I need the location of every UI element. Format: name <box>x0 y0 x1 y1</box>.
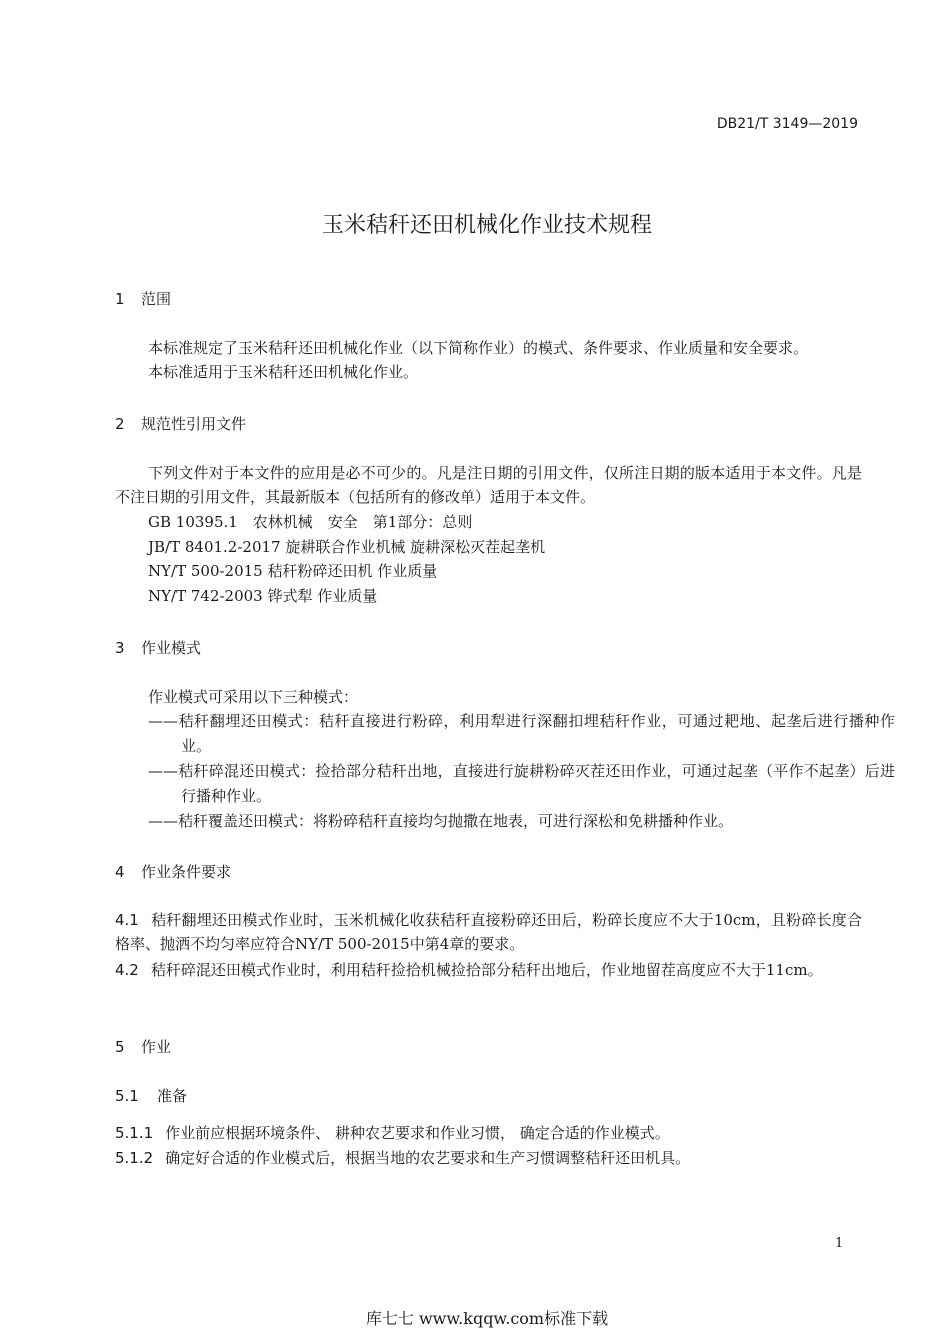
subsection-number: 5.1 <box>115 1087 139 1105</box>
section-title: 规范性引用文件 <box>141 415 247 433</box>
section-number: 1 <box>115 290 125 308</box>
clause-4-2 <box>115 958 862 982</box>
section-4-heading <box>115 861 231 882</box>
reference-item: NY/T 500-2015 秸秆粉碎还田机 作业质量 <box>148 562 438 580</box>
footer-watermark: 库七七 www.kqqw.com标准下载 <box>365 1309 609 1328</box>
document-code: DB21/T 3149—2019 <box>716 116 858 132</box>
clause-5-1-1 <box>115 1121 670 1145</box>
section-number: 3 <box>115 639 125 657</box>
reference-item: GB 10395.1 农林机械 安全 第1部分：总则 <box>148 513 473 531</box>
clause-text: 作业前应根据环境条件、 耕种农艺要求和作业习惯， 确定合适的作业模式。 <box>165 1124 670 1142</box>
paragraph: 下列文件对于本文件的应用是必不可少的。凡是注日期的引用文件，仅所注日期的版本适用于本文件。凡是不注日期的引用文件，其最新版本（包括所有的修改单）适用于本文件。 <box>115 464 862 506</box>
section-title: 范围 <box>141 290 172 308</box>
section-3-heading <box>115 637 201 658</box>
paragraph: 本标准规定了玉米秸秆还田机械化作业（以下简称作业）的模式、条件要求、作业质量和安全要求。 <box>148 339 809 357</box>
clause-text: 秸秆碎混还田模式作业时，利用秸秆捡拾机械捡拾部分秸秆出地后，作业地留茬高度应不大于11cm。 <box>150 961 823 979</box>
clause-4-1 <box>115 908 862 956</box>
subsection-5-1-heading <box>115 1085 187 1106</box>
section-2-heading <box>115 413 246 434</box>
section-5-heading <box>115 1036 171 1057</box>
clause-5-1-2 <box>115 1146 690 1170</box>
section-number: 2 <box>115 415 125 433</box>
paragraph: 本标准适用于玉米秸秆还田机械化作业。 <box>148 363 419 381</box>
reference-item: NY/T 742-2003 铧式犁 作业质量 <box>148 587 378 605</box>
section-title: 作业条件要求 <box>141 863 232 881</box>
section-title: 作业 <box>141 1038 172 1056</box>
clause-number: 4.2 <box>115 961 139 979</box>
clause-text: 确定好合适的作业模式后，根据当地的农艺要求和生产习惯调整秸秆还田机具。 <box>165 1149 691 1167</box>
paragraph: 作业模式可采用以下三种模式： <box>148 688 359 706</box>
clause-number: 5.1.2 <box>115 1149 154 1167</box>
section-number: 5 <box>115 1038 125 1056</box>
document-title: 玉米秸秆还田机械化作业技术规程 <box>321 213 652 238</box>
list-item: ——秸秆碎混还田模式：捡拾部分秸秆出地，直接进行旋耕粉碎灭茬还田作业，可通过起垄（平作不起垄）后进行播种作业。 <box>148 762 895 805</box>
section-number: 4 <box>115 863 125 881</box>
list-item: ——秸秆覆盖还田模式：将粉碎秸秆直接均匀抛撒在地表，可进行深松和免耕播种作业。 <box>148 812 734 830</box>
clause-number: 5.1.1 <box>115 1124 154 1142</box>
reference-item: JB/T 8401.2-2017 旋耕联合作业机械 旋耕深松灭茬起垄机 <box>148 538 546 556</box>
clause-text: 秸秆翻埋还田模式作业时，玉米机械化收获秸秆直接粉碎还田后，粉碎长度应不大于10cm，且粉碎长度合格率、抛洒不均匀率应符合NY/T 500-2015中第4章的要求。 <box>115 911 862 953</box>
clause-number: 4.1 <box>115 911 139 929</box>
page-number: 1 <box>835 1236 844 1251</box>
list-item: ——秸秆翻埋还田模式：秸秆直接进行粉碎，利用犁进行深翻扣埋秸秆作业，可通过耙地、起垄后进行播种作业。 <box>148 712 895 755</box>
section-1-heading <box>115 288 171 309</box>
subsection-title: 准备 <box>157 1087 188 1105</box>
section-title: 作业模式 <box>141 639 202 657</box>
